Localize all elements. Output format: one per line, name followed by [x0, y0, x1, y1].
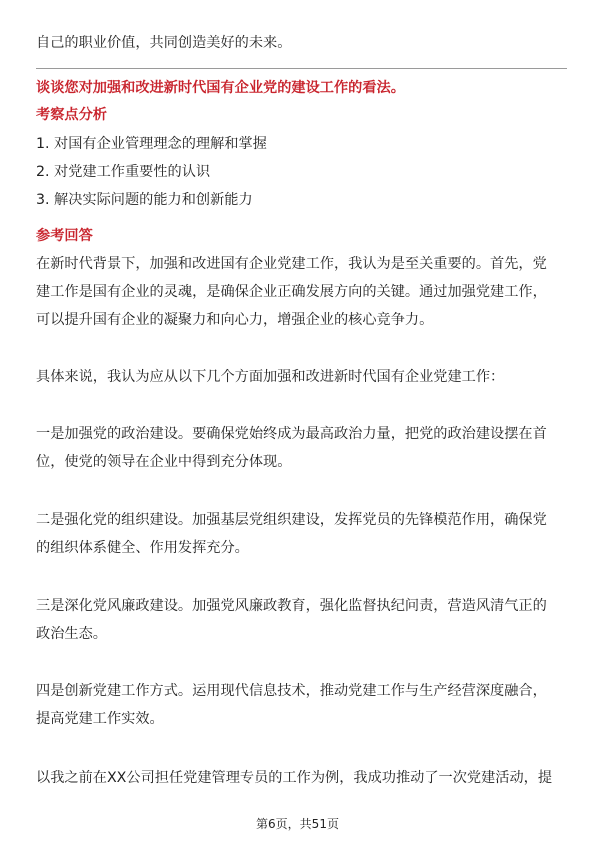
- page-number: 第6页，共51页: [256, 817, 339, 831]
- answer-paragraph-line: 在新时代背景下，加强和改进国有企业党建工作，我认为是至关重要的。首先，党: [36, 256, 547, 272]
- answer-paragraph-line: 具体来说，我认为应从以下几个方面加强和改进新时代国有企业党建工作：: [36, 369, 505, 385]
- answer-paragraph-line: 二是强化党的组织建设。加强基层党组织建设，发挥党员的先锋模范作用，确保党: [36, 512, 547, 528]
- answer-paragraph-line: 四是创新党建工作方式。运用现代信息技术，推动党建工作与生产经营深度融合，: [36, 683, 547, 699]
- question-heading: 谈谈您对加强和改进新时代国有企业党的建设工作的看法。: [36, 80, 405, 96]
- answer-paragraph-line: 建工作是国有企业的灵魂，是确保企业正确发展方向的关键。通过加强党建工作，: [36, 284, 547, 300]
- section-divider: [36, 68, 567, 69]
- analysis-heading: 考察点分析: [36, 107, 107, 123]
- answer-paragraph-line: 三是深化党风廉政建设。加强党风廉政教育，强化监督执纪问责，营造风清气正的: [36, 598, 547, 614]
- answer-paragraph-line: 可以提升国有企业的凝聚力和向心力，增强企业的核心竞争力。: [36, 312, 434, 328]
- analysis-item: 1. 对国有企业管理理念的理解和掌握: [36, 136, 267, 152]
- analysis-item: 3. 解决实际问题的能力和创新能力: [36, 192, 253, 208]
- answer-paragraph-line: 一是加强党的政治建设。要确保党始终成为最高政治力量，把党的政治建设摆在首: [36, 426, 547, 442]
- answer-paragraph-line: 以我之前在XX公司担任党建管理专员的工作为例，我成功推动了一次党建活动，提: [36, 770, 553, 786]
- analysis-item: 2. 对党建工作重要性的认识: [36, 164, 211, 180]
- answer-paragraph-line: 政治生态。: [36, 626, 107, 642]
- answer-paragraph-line: 的组织体系健全、作用发挥充分。: [36, 540, 249, 556]
- answer-heading: 参考回答: [36, 228, 93, 244]
- paragraph-line: 自己的职业价值，共同创造美好的未来。: [36, 35, 292, 51]
- answer-paragraph-line: 提高党建工作实效。: [36, 711, 164, 727]
- answer-paragraph-line: 位，使党的领导在企业中得到充分体现。: [36, 454, 292, 470]
